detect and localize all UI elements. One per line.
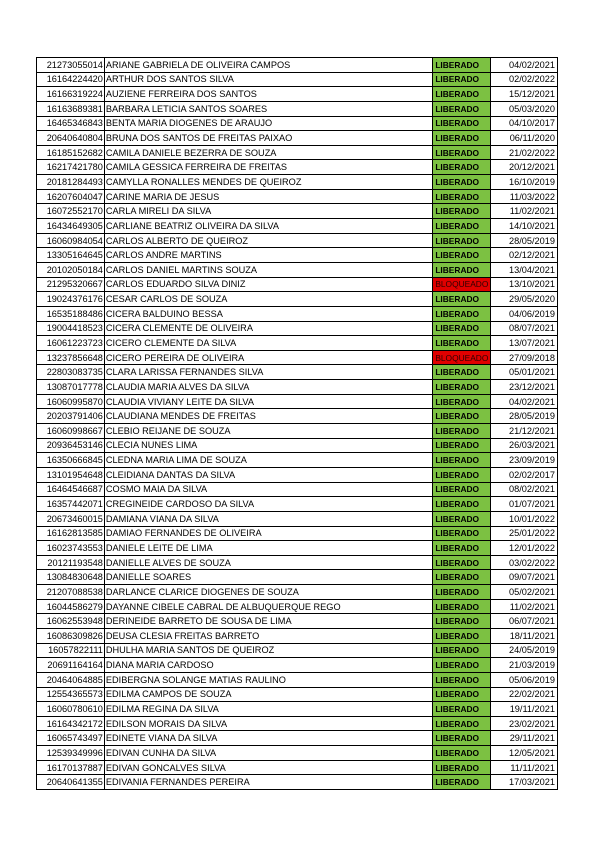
cell-name: CLARA LARISSA FERNANDES SILVA bbox=[104, 365, 432, 380]
status-badge: LIBERADO bbox=[433, 189, 491, 204]
cell-name: CARLIANE BEATRIZ OLIVEIRA DA SILVA bbox=[104, 219, 432, 234]
table-row bbox=[37, 731, 558, 746]
cell-id: 13305164645 bbox=[37, 248, 105, 263]
cell-id: 20673460015 bbox=[37, 511, 105, 526]
cell-date: 11/03/2022 bbox=[491, 189, 558, 204]
status-badge: LIBERADO bbox=[433, 541, 491, 556]
table-row bbox=[37, 58, 558, 73]
cell-date: 22/02/2021 bbox=[491, 687, 558, 702]
table-row bbox=[37, 189, 558, 204]
cell-name: DAMIAO FERNANDES DE OLIVEIRA bbox=[104, 526, 432, 541]
cell-name: DAYANNE CIBELE CABRAL DE ALBUQUERQUE REGO bbox=[104, 599, 432, 614]
cell-name: DAMIANA VIANA DA SILVA bbox=[104, 511, 432, 526]
table-row bbox=[37, 614, 558, 629]
cell-date: 04/10/2017 bbox=[491, 116, 558, 131]
table-row bbox=[37, 175, 558, 190]
status-badge: LIBERADO bbox=[433, 628, 491, 643]
cell-name: DANIELLE ALVES DE SOUZA bbox=[104, 555, 432, 570]
cell-name: CLAUDIANA MENDES DE FREITAS bbox=[104, 409, 432, 424]
table-row bbox=[37, 628, 558, 643]
status-badge: LIBERADO bbox=[433, 306, 491, 321]
status-badge: LIBERADO bbox=[433, 409, 491, 424]
table-row bbox=[37, 511, 558, 526]
cell-name: DANIELE LEITE DE LIMA bbox=[104, 541, 432, 556]
table-row bbox=[37, 101, 558, 116]
cell-name: DIANA MARIA CARDOSO bbox=[104, 658, 432, 673]
status-badge: LIBERADO bbox=[433, 716, 491, 731]
cell-name: CARINE MARIA DE JESUS bbox=[104, 189, 432, 204]
cell-date: 23/12/2021 bbox=[491, 380, 558, 395]
cell-date: 25/01/2022 bbox=[491, 526, 558, 541]
cell-id: 12539349996 bbox=[37, 746, 105, 761]
cell-id: 13101954648 bbox=[37, 467, 105, 482]
cell-date: 04/02/2021 bbox=[491, 58, 558, 73]
cell-date: 23/09/2019 bbox=[491, 453, 558, 468]
status-badge: LIBERADO bbox=[433, 585, 491, 600]
cell-name: CICERO CLEMENTE DA SILVA bbox=[104, 336, 432, 351]
cell-name: CICERA BALDUINO BESSA bbox=[104, 306, 432, 321]
cell-date: 21/02/2022 bbox=[491, 145, 558, 160]
cell-id: 20936453146 bbox=[37, 438, 105, 453]
cell-id: 16357442071 bbox=[37, 497, 105, 512]
cell-name: CREGINEIDE CARDOSO DA SILVA bbox=[104, 497, 432, 512]
cell-date: 26/03/2021 bbox=[491, 438, 558, 453]
table-row bbox=[37, 570, 558, 585]
cell-date: 04/06/2019 bbox=[491, 306, 558, 321]
cell-date: 21/03/2019 bbox=[491, 658, 558, 673]
records-table-body bbox=[37, 58, 558, 790]
cell-name: ARTHUR DOS SANTOS SILVA bbox=[104, 72, 432, 87]
cell-id: 16060998667 bbox=[37, 424, 105, 439]
cell-name: AUZIENE FERREIRA DOS SANTOS bbox=[104, 87, 432, 102]
cell-name: CLEDNA MARIA LIMA DE SOUZA bbox=[104, 453, 432, 468]
table-row bbox=[37, 409, 558, 424]
status-badge: LIBERADO bbox=[433, 555, 491, 570]
status-badge: BLOQUEADO bbox=[433, 277, 491, 292]
cell-id: 16350666845 bbox=[37, 453, 105, 468]
cell-date: 08/02/2021 bbox=[491, 482, 558, 497]
status-badge: LIBERADO bbox=[433, 219, 491, 234]
cell-id: 16061223723 bbox=[37, 336, 105, 351]
cell-id: 16162813585 bbox=[37, 526, 105, 541]
status-badge: LIBERADO bbox=[433, 321, 491, 336]
cell-id: 16164224420 bbox=[37, 72, 105, 87]
table-row bbox=[37, 467, 558, 482]
cell-id: 16062553948 bbox=[37, 614, 105, 629]
cell-date: 13/07/2021 bbox=[491, 336, 558, 351]
cell-id: 19024376176 bbox=[37, 292, 105, 307]
cell-date: 15/12/2021 bbox=[491, 87, 558, 102]
cell-id: 16072552170 bbox=[37, 204, 105, 219]
cell-name: CLEBIO REIJANE DE SOUZA bbox=[104, 424, 432, 439]
status-badge: LIBERADO bbox=[433, 58, 491, 73]
status-badge: BLOQUEADO bbox=[433, 350, 491, 365]
cell-id: 20102050184 bbox=[37, 262, 105, 277]
cell-id: 16023743553 bbox=[37, 541, 105, 556]
cell-id: 20691164164 bbox=[37, 658, 105, 673]
status-badge: LIBERADO bbox=[433, 643, 491, 658]
table-row bbox=[37, 746, 558, 761]
records-table bbox=[36, 57, 558, 790]
cell-date: 13/04/2021 bbox=[491, 262, 558, 277]
status-badge: LIBERADO bbox=[433, 336, 491, 351]
status-badge: LIBERADO bbox=[433, 204, 491, 219]
cell-id: 19004418523 bbox=[37, 321, 105, 336]
cell-date: 29/11/2021 bbox=[491, 731, 558, 746]
table-row bbox=[37, 248, 558, 263]
cell-id: 16065743497 bbox=[37, 731, 105, 746]
cell-id: 20640640804 bbox=[37, 131, 105, 146]
status-badge: LIBERADO bbox=[433, 511, 491, 526]
cell-date: 02/02/2022 bbox=[491, 72, 558, 87]
table-row bbox=[37, 687, 558, 702]
cell-name: EDIBERGNA SOLANGE MATIAS RAULINO bbox=[104, 672, 432, 687]
cell-name: CAMILA DANIELE BEZERRA DE SOUZA bbox=[104, 145, 432, 160]
cell-name: DANIELLE SOARES bbox=[104, 570, 432, 585]
cell-id: 21273055014 bbox=[37, 58, 105, 73]
cell-id: 16060780610 bbox=[37, 702, 105, 717]
cell-id: 13087017778 bbox=[37, 380, 105, 395]
cell-date: 27/09/2018 bbox=[491, 350, 558, 365]
table-row bbox=[37, 262, 558, 277]
cell-id: 16166319224 bbox=[37, 87, 105, 102]
cell-id: 21207088538 bbox=[37, 585, 105, 600]
cell-name: EDIVANIA FERNANDES PEREIRA bbox=[104, 775, 432, 790]
cell-name: CARLOS ANDRE MARTINS bbox=[104, 248, 432, 263]
table-row bbox=[37, 160, 558, 175]
table-row bbox=[37, 438, 558, 453]
status-badge: LIBERADO bbox=[433, 687, 491, 702]
cell-name: CARLOS DANIEL MARTINS SOUZA bbox=[104, 262, 432, 277]
status-badge: LIBERADO bbox=[433, 101, 491, 116]
cell-id: 16060984054 bbox=[37, 233, 105, 248]
cell-date: 06/11/2020 bbox=[491, 131, 558, 146]
cell-id: 20203791406 bbox=[37, 409, 105, 424]
status-badge: LIBERADO bbox=[433, 614, 491, 629]
cell-date: 11/02/2021 bbox=[491, 599, 558, 614]
status-badge: LIBERADO bbox=[433, 116, 491, 131]
table-row bbox=[37, 541, 558, 556]
status-badge: LIBERADO bbox=[433, 702, 491, 717]
status-badge: LIBERADO bbox=[433, 380, 491, 395]
cell-date: 28/05/2019 bbox=[491, 233, 558, 248]
cell-date: 11/02/2021 bbox=[491, 204, 558, 219]
table-row bbox=[37, 775, 558, 790]
table-row bbox=[37, 643, 558, 658]
cell-date: 17/03/2021 bbox=[491, 775, 558, 790]
table-row bbox=[37, 219, 558, 234]
cell-date: 24/05/2019 bbox=[491, 643, 558, 658]
cell-id: 16164342172 bbox=[37, 716, 105, 731]
cell-name: DARLANCE CLARICE DIOGENES DE SOUZA bbox=[104, 585, 432, 600]
cell-date: 10/01/2022 bbox=[491, 511, 558, 526]
cell-date: 11/11/2021 bbox=[491, 760, 558, 775]
status-badge: LIBERADO bbox=[433, 365, 491, 380]
cell-name: CICERA CLEMENTE DE OLIVEIRA bbox=[104, 321, 432, 336]
cell-date: 14/10/2021 bbox=[491, 219, 558, 234]
table-row bbox=[37, 87, 558, 102]
table-row bbox=[37, 394, 558, 409]
cell-name: CICERO PEREIRA DE OLIVEIRA bbox=[104, 350, 432, 365]
table-row bbox=[37, 204, 558, 219]
status-badge: LIBERADO bbox=[433, 599, 491, 614]
status-badge: LIBERADO bbox=[433, 262, 491, 277]
status-badge: LIBERADO bbox=[433, 233, 491, 248]
cell-name: BRUNA DOS SANTOS DE FREITAS PAIXAO bbox=[104, 131, 432, 146]
status-badge: LIBERADO bbox=[433, 72, 491, 87]
table-row bbox=[37, 145, 558, 160]
cell-name: CLAUDIA VIVIANY LEITE DA SILVA bbox=[104, 394, 432, 409]
table-row bbox=[37, 702, 558, 717]
cell-date: 18/11/2021 bbox=[491, 628, 558, 643]
status-badge: LIBERADO bbox=[433, 145, 491, 160]
cell-id: 16057822111 bbox=[37, 643, 105, 658]
cell-date: 20/12/2021 bbox=[491, 160, 558, 175]
table-row bbox=[37, 760, 558, 775]
cell-name: EDIVAN CUNHA DA SILVA bbox=[104, 746, 432, 761]
cell-name: CAMILA GESSICA FERREIRA DE FREITAS bbox=[104, 160, 432, 175]
cell-name: CLECIA NUNES LIMA bbox=[104, 438, 432, 453]
cell-name: CARLOS ALBERTO DE QUEIROZ bbox=[104, 233, 432, 248]
status-badge: LIBERADO bbox=[433, 438, 491, 453]
table-row bbox=[37, 306, 558, 321]
cell-name: EDINETE VIANA DA SILVA bbox=[104, 731, 432, 746]
cell-id: 20121193548 bbox=[37, 555, 105, 570]
table-row bbox=[37, 277, 558, 292]
cell-date: 12/01/2022 bbox=[491, 541, 558, 556]
cell-date: 12/05/2021 bbox=[491, 746, 558, 761]
cell-date: 05/01/2021 bbox=[491, 365, 558, 380]
cell-id: 16060995870 bbox=[37, 394, 105, 409]
cell-id: 20464064885 bbox=[37, 672, 105, 687]
cell-id: 16044586279 bbox=[37, 599, 105, 614]
cell-date: 08/07/2021 bbox=[491, 321, 558, 336]
status-badge: LIBERADO bbox=[433, 467, 491, 482]
table-row bbox=[37, 716, 558, 731]
table-row bbox=[37, 233, 558, 248]
table-row bbox=[37, 365, 558, 380]
cell-id: 16086309826 bbox=[37, 628, 105, 643]
cell-name: DERINEIDE BARRETO DE SOUSA DE LIMA bbox=[104, 614, 432, 629]
cell-id: 13237856648 bbox=[37, 350, 105, 365]
cell-name: DHULHA MARIA SANTOS DE QUEIROZ bbox=[104, 643, 432, 658]
table-row bbox=[37, 424, 558, 439]
table-row bbox=[37, 658, 558, 673]
cell-date: 16/10/2019 bbox=[491, 175, 558, 190]
cell-date: 23/02/2021 bbox=[491, 716, 558, 731]
table-row bbox=[37, 321, 558, 336]
cell-date: 09/07/2021 bbox=[491, 570, 558, 585]
table-row bbox=[37, 336, 558, 351]
cell-date: 21/12/2021 bbox=[491, 424, 558, 439]
status-badge: LIBERADO bbox=[433, 482, 491, 497]
cell-date: 05/06/2019 bbox=[491, 672, 558, 687]
status-badge: LIBERADO bbox=[433, 658, 491, 673]
cell-id: 20640641355 bbox=[37, 775, 105, 790]
cell-date: 02/02/2017 bbox=[491, 467, 558, 482]
table-row bbox=[37, 453, 558, 468]
status-badge: LIBERADO bbox=[433, 526, 491, 541]
status-badge: LIBERADO bbox=[433, 570, 491, 585]
cell-name: CLEIDIANA DANTAS DA SILVA bbox=[104, 467, 432, 482]
cell-date: 13/10/2021 bbox=[491, 277, 558, 292]
table-row bbox=[37, 131, 558, 146]
cell-name: CESAR CARLOS DE SOUZA bbox=[104, 292, 432, 307]
cell-date: 03/02/2022 bbox=[491, 555, 558, 570]
table-row bbox=[37, 672, 558, 687]
table-row bbox=[37, 380, 558, 395]
cell-id: 16465346843 bbox=[37, 116, 105, 131]
cell-date: 05/02/2021 bbox=[491, 585, 558, 600]
cell-name: CARLA MIRELI DA SILVA bbox=[104, 204, 432, 219]
cell-date: 01/07/2021 bbox=[491, 497, 558, 512]
table-row bbox=[37, 72, 558, 87]
cell-id: 16217421780 bbox=[37, 160, 105, 175]
cell-name: EDILMA CAMPOS DE SOUZA bbox=[104, 687, 432, 702]
cell-id: 16535188486 bbox=[37, 306, 105, 321]
cell-id: 13084830648 bbox=[37, 570, 105, 585]
status-badge: LIBERADO bbox=[433, 424, 491, 439]
cell-name: BARBARA LETICIA SANTOS SOARES bbox=[104, 101, 432, 116]
status-badge: LIBERADO bbox=[433, 453, 491, 468]
table-row bbox=[37, 292, 558, 307]
cell-name: CLAUDIA MARIA ALVES DA SILVA bbox=[104, 380, 432, 395]
cell-date: 28/05/2019 bbox=[491, 409, 558, 424]
status-badge: LIBERADO bbox=[433, 746, 491, 761]
cell-name: EDILMA REGINA DA SILVA bbox=[104, 702, 432, 717]
status-badge: LIBERADO bbox=[433, 248, 491, 263]
status-badge: LIBERADO bbox=[433, 775, 491, 790]
cell-name: DEUSA CLESIA FREITAS BARRETO bbox=[104, 628, 432, 643]
status-badge: LIBERADO bbox=[433, 731, 491, 746]
cell-id: 22803083735 bbox=[37, 365, 105, 380]
table-row bbox=[37, 526, 558, 541]
cell-name: BENTA MARIA DIOGENES DE ARAUJO bbox=[104, 116, 432, 131]
status-badge: LIBERADO bbox=[433, 87, 491, 102]
cell-id: 16464546687 bbox=[37, 482, 105, 497]
table-row bbox=[37, 599, 558, 614]
cell-name: ARIANE GABRIELA DE OLIVEIRA CAMPOS bbox=[104, 58, 432, 73]
status-badge: LIBERADO bbox=[433, 160, 491, 175]
cell-id: 16163689381 bbox=[37, 101, 105, 116]
cell-date: 29/05/2020 bbox=[491, 292, 558, 307]
cell-name: CARLOS EDUARDO SILVA DINIZ bbox=[104, 277, 432, 292]
cell-name: EDILSON MORAIS DA SILVA bbox=[104, 716, 432, 731]
cell-id: 16207604047 bbox=[37, 189, 105, 204]
cell-id: 20181284493 bbox=[37, 175, 105, 190]
status-badge: LIBERADO bbox=[433, 175, 491, 190]
status-badge: LIBERADO bbox=[433, 292, 491, 307]
cell-name: EDIVAN GONCALVES SILVA bbox=[104, 760, 432, 775]
status-badge: LIBERADO bbox=[433, 760, 491, 775]
table-row bbox=[37, 116, 558, 131]
table-row bbox=[37, 555, 558, 570]
table-row bbox=[37, 585, 558, 600]
cell-id: 16185152682 bbox=[37, 145, 105, 160]
status-badge: LIBERADO bbox=[433, 394, 491, 409]
cell-name: COSMO MAIA DA SILVA bbox=[104, 482, 432, 497]
status-badge: LIBERADO bbox=[433, 497, 491, 512]
cell-date: 06/07/2021 bbox=[491, 614, 558, 629]
status-badge: LIBERADO bbox=[433, 672, 491, 687]
table-row bbox=[37, 497, 558, 512]
cell-name: CAMYLLA RONALLES MENDES DE QUEIROZ bbox=[104, 175, 432, 190]
status-badge: LIBERADO bbox=[433, 131, 491, 146]
cell-id: 12554365573 bbox=[37, 687, 105, 702]
cell-date: 04/02/2021 bbox=[491, 394, 558, 409]
cell-date: 02/12/2021 bbox=[491, 248, 558, 263]
cell-id: 16434649305 bbox=[37, 219, 105, 234]
cell-id: 16170137887 bbox=[37, 760, 105, 775]
cell-date: 19/11/2021 bbox=[491, 702, 558, 717]
table-row bbox=[37, 482, 558, 497]
cell-id: 21295320667 bbox=[37, 277, 105, 292]
cell-date: 05/03/2020 bbox=[491, 101, 558, 116]
table-row bbox=[37, 350, 558, 365]
